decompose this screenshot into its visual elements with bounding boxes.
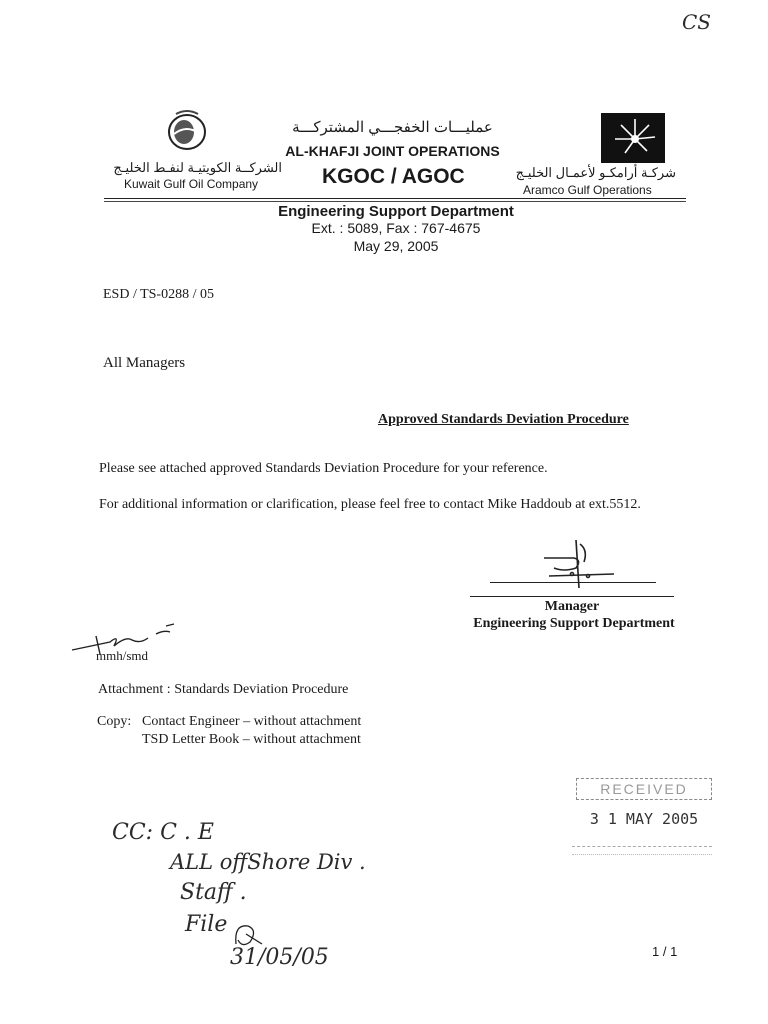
letterhead-rule-bottom [104, 201, 686, 202]
handwritten-file: File [185, 912, 228, 937]
copy-line-1: Contact Engineer – without attachment [142, 714, 362, 729]
stamp-bottom-line [572, 846, 712, 847]
kgoc-english-name: Kuwait Gulf Oil Company [124, 177, 259, 191]
subject-line: Approved Standards Deviation Procedure [378, 412, 629, 427]
signatory-department: Engineering Support Department [473, 616, 675, 631]
copy-line-2: TSD Letter Book – without attachment [142, 732, 361, 747]
stamp-header: RECEIVED [576, 778, 712, 800]
aramco-logo-icon [601, 113, 665, 163]
department-heading: Engineering Support Department [278, 203, 514, 220]
initials: mmh/smd [96, 648, 149, 663]
recipient: All Managers [103, 355, 186, 371]
handwritten-staff: Staff . [180, 880, 247, 905]
handwritten-cc: CC: C . E [112, 820, 214, 845]
letterhead-english-title: AL-KHAFJI JOINT OPERATIONS [285, 143, 500, 159]
letter-date: May 29, 2005 [353, 238, 439, 254]
agoc-arabic-name: شركـة أرامكـو لأعمـال الخليـج [515, 165, 676, 180]
handwritten-date: 31/05/05 [230, 945, 329, 970]
signatory-title: Manager [544, 599, 600, 614]
body-paragraph-2: For additional information or clarification, please feel free to contact Mike Haddoub at ext.5512. [99, 497, 641, 512]
manager-signature [484, 538, 664, 598]
handwritten-offshore: ALL offShore Div . [170, 850, 366, 874]
kgoc-arabic-name: الشركــة الكويتيـة لنفـط الخليـج [113, 160, 282, 175]
signature-line-upper [490, 582, 656, 583]
corner-mark: CS [682, 10, 712, 34]
reference-number: ESD / TS-0288 / 05 [103, 287, 214, 302]
received-stamp [570, 774, 718, 866]
kgoc-agoc-code: KGOC / AGOC [322, 165, 465, 188]
copy-label: Copy: [97, 714, 132, 729]
body-paragraph-1: Please see attached approved Standards Deviation Procedure for your reference. [99, 461, 548, 476]
letterhead-arabic-title: عمليـــات الخفجـــي المشتركـــة [292, 119, 493, 136]
stamp-date: 3 1 MAY 2005 [589, 810, 699, 828]
contact-info: Ext. : 5089, Fax : 767-4675 [311, 220, 481, 236]
attachment-line: Attachment : Standards Deviation Procedure [98, 682, 349, 697]
signature-line-lower [470, 596, 674, 597]
kgoc-logo-icon [162, 106, 212, 154]
agoc-english-name: Aramco Gulf Operations [523, 183, 652, 197]
stamp-bottom-line-2 [572, 854, 712, 855]
page-number: 1 / 1 [652, 944, 678, 959]
letterhead-rule-top [104, 198, 686, 199]
